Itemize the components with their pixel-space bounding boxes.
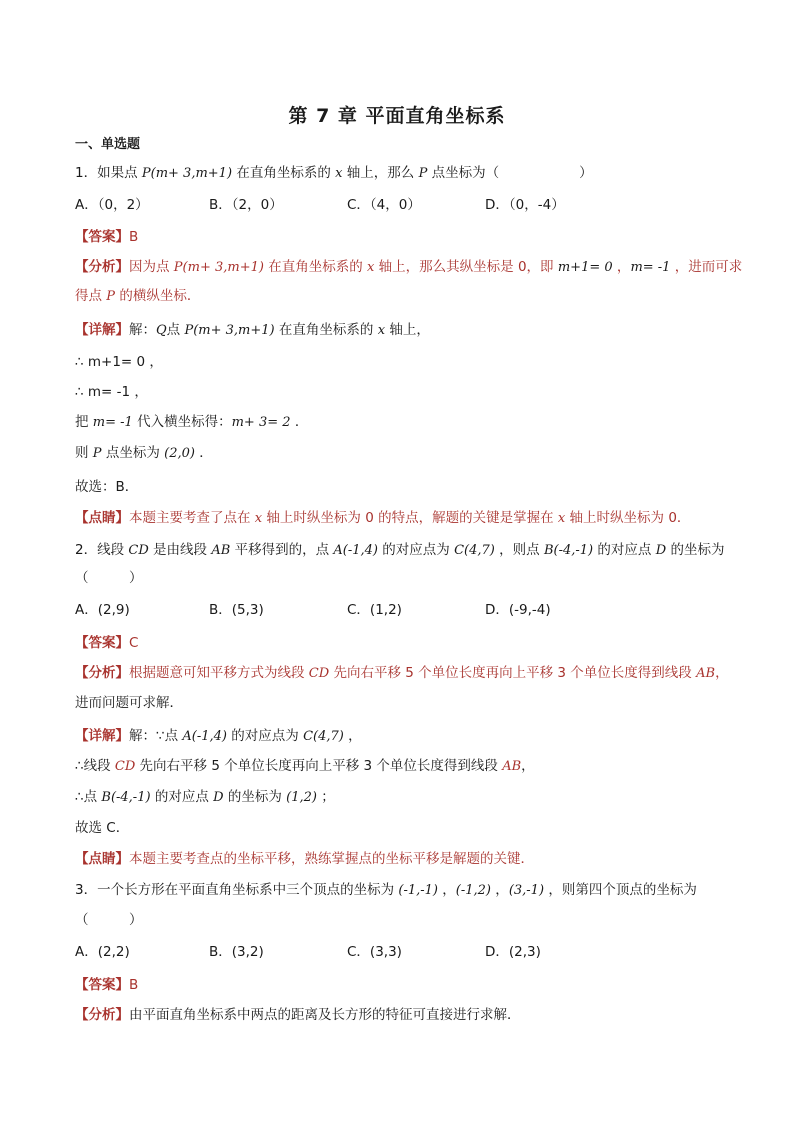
q1-detail-point-p: P(m+ 3,m+1) — [184, 323, 275, 338]
q3-vertex-2: (-1,2) — [455, 883, 492, 898]
q1-p-var: P — [418, 166, 428, 181]
q3-analysis — [75, 1005, 735, 1025]
q2-detail-text-10: ； — [317, 789, 335, 805]
q1-detail-text-3: 在直角坐标系的 — [274, 322, 378, 338]
q2-stem-text-6: 的对应点 — [593, 542, 656, 558]
q1-comment — [75, 508, 735, 529]
q1-detail-line-1 — [75, 320, 735, 341]
q2-detail-cd: CD — [114, 759, 136, 774]
q1-comment-x: x — [254, 511, 263, 526]
q3-stem — [75, 880, 735, 901]
q3-option-a: A．(2,2) — [75, 944, 130, 960]
q1-detail-text-5: 把 — [75, 414, 93, 430]
q2-analysis-text: 根据题意可知平移方式为线段 — [129, 665, 309, 681]
q1-detail-text-8: 则 — [75, 445, 93, 461]
q2-detail-coord: (1,2) — [286, 790, 317, 805]
answer-tag: 【答案】 — [75, 977, 129, 993]
q2-comment-text: 本题主要考查点的坐标平移，熟练掌握点的坐标平移是解题的关键． — [129, 851, 534, 867]
q1-analysis-text-6: 得点 — [75, 288, 107, 304]
q1-analysis-text-4: ， — [612, 259, 631, 275]
q2-analysis-line-1 — [75, 663, 735, 684]
q1-analysis-line-2 — [75, 286, 735, 307]
q1-analysis-p: P — [106, 289, 116, 304]
q2-detail-text-7: ∴点 — [75, 789, 102, 805]
q1-detail-text-4: 轴上， — [385, 322, 430, 338]
q2-detail-d: D — [213, 790, 224, 805]
q2-detail-text-5: 先向右平移 5 个单位长度再向上平移 3 个单位长度得到线段 — [135, 758, 503, 774]
q2-stem-text-4: 的对应点为 — [378, 542, 455, 558]
q2-ab: AB — [211, 543, 231, 558]
q1-detail-line-2: ∴ m+1= 0 ， — [75, 354, 163, 370]
comment-tag: 【点睛】 — [75, 510, 129, 526]
q2-answer — [75, 633, 735, 653]
q1-option-d: D．（0，-4） — [485, 197, 565, 213]
q1-analysis-text-3: 轴上，那么其纵坐标是 0，即 — [374, 259, 558, 275]
q3-option-d: D．(2,3) — [485, 944, 541, 960]
q3-option-b: B．(3,2) — [209, 944, 264, 960]
q1-detail-eq-2: m+ 3= 2 — [231, 415, 291, 430]
q2-detail-text-3: ， — [343, 728, 362, 744]
q1-analysis-point-p: P(m+ 3,m+1) — [173, 260, 264, 275]
q1-comment-x-2: x — [557, 511, 566, 526]
q3-vertex-1: (-1,-1) — [398, 883, 438, 898]
q2-analysis-text-2: 先向右平移 5 个单位长度再向上平移 3 个单位长度得到线段 — [329, 665, 697, 681]
q1-analysis-eq-1: m+1= 0 — [557, 260, 613, 275]
q1-detail-text-9: 点坐标为 — [101, 445, 165, 461]
q2-analysis-ab: AB — [696, 666, 716, 681]
q3-answer-value: B — [129, 977, 139, 993]
q1-stem — [75, 163, 735, 184]
q1-option-a: A．（0，2） — [75, 197, 149, 213]
q3-analysis-text: 由平面直角坐标系中两点的距离及长方形的特征可直接进行求解． — [129, 1007, 521, 1023]
page-title: 第 7 章 平面直角坐标系 — [288, 105, 506, 127]
q2-detail-text-6: ， — [521, 758, 535, 774]
q3-vertex-3: (3,-1) — [508, 883, 545, 898]
q2-option-d: D．(-9,-4) — [485, 602, 551, 618]
q2-cd: CD — [128, 543, 149, 558]
q2-stem-text-2: 是由线段 — [148, 542, 212, 558]
q2-stem-text-7: 的坐标为 — [666, 542, 725, 558]
q2-stem-text: 2．线段 — [75, 542, 129, 558]
q2-option-a: A．(2,9) — [75, 602, 130, 618]
q2-point-b: B(-4,-1) — [543, 543, 594, 558]
q3-stem-text-4: ，则第四个顶点的坐标为 — [544, 882, 697, 898]
q1-choose: 故选：B． — [75, 479, 139, 495]
q1-detail-text-10: ． — [194, 445, 213, 461]
q2-detail-line-1 — [75, 726, 735, 747]
q2-point-a: A(-1,4) — [333, 543, 379, 558]
q1-option-c: C．（4，0） — [347, 197, 421, 213]
q1-stem-close: ） — [579, 165, 593, 181]
q1-analysis-line-1 — [75, 257, 743, 278]
q1-stem-text: 1．如果点 — [75, 165, 142, 181]
q1-detail-text-7: ． — [290, 414, 309, 430]
q2-stem — [75, 540, 735, 561]
q2-detail-text-9: 的坐标为 — [223, 789, 287, 805]
q1-comment-text: 本题主要考查了点在 — [129, 510, 255, 526]
q2-detail-text-4: ∴线段 — [75, 758, 115, 774]
q1-comment-text-3: 轴上时纵坐标为 0． — [565, 510, 691, 526]
q2-detail-text-8: 的对应点 — [150, 789, 214, 805]
q1-analysis-eq-2: m= -1 — [630, 260, 671, 275]
q2-comment — [75, 849, 735, 869]
q1-detail-coord: (2,0) — [164, 446, 195, 461]
q1-stem-text-2: 在直角坐标系的 — [232, 165, 336, 181]
q2-detail-point-b: B(-4,-1) — [101, 790, 151, 805]
q1-stem-text-3: 轴上，那么 — [342, 165, 419, 181]
answer-tag: 【答案】 — [75, 229, 129, 245]
q2-analysis-cd: CD — [308, 666, 330, 681]
q2-analysis-line-2: 进而问题可求解． — [75, 695, 183, 711]
q1-detail-because: Q — [156, 323, 167, 338]
q2-option-b: B．(5,3) — [209, 602, 264, 618]
detail-tag: 【详解】 — [75, 322, 129, 338]
q2-option-c: C．(1,2) — [347, 602, 402, 618]
q2-answer-value: C — [129, 635, 139, 651]
q3-option-c: C．(3,3) — [347, 944, 402, 960]
q2-detail-point-c: C(4,7) — [303, 729, 344, 744]
q2-stem-text-3: 平移得到的，点 — [230, 542, 334, 558]
q1-analysis-text-2: 在直角坐标系的 — [263, 259, 368, 275]
q2-point-c: C(4,7) — [454, 543, 495, 558]
q2-d: D — [655, 543, 667, 558]
q1-analysis-x: x — [367, 260, 375, 275]
q2-analysis-text-3: ， — [715, 665, 729, 681]
detail-tag: 【详解】 — [75, 728, 129, 744]
analysis-tag: 【分析】 — [75, 259, 129, 275]
comment-tag: 【点睛】 — [75, 851, 129, 867]
q1-detail-eq-1: m= -1 — [92, 415, 133, 430]
q1-detail-x: x — [377, 323, 386, 338]
q1-analysis-text-5: ，进而可求 — [670, 259, 743, 275]
q3-stem-text-2: ， — [438, 882, 456, 898]
answer-tag: 【答案】 — [75, 635, 129, 651]
q1-answer — [75, 227, 735, 247]
q2-detail-line-2 — [75, 756, 735, 777]
q1-detail-p: P — [92, 446, 102, 461]
q1-option-b: B．（2，0） — [209, 197, 283, 213]
q2-detail-ab: AB — [502, 759, 522, 774]
q2-choose: 故选 C． — [75, 820, 130, 836]
q3-stem-text: 3．一个长方形在平面直角坐标系中三个顶点的坐标为 — [75, 882, 399, 898]
section-heading: 一、单选题 — [75, 137, 141, 152]
q2-stem-text-5: ，则点 — [494, 542, 544, 558]
q3-stem-text-3: ， — [491, 882, 509, 898]
q1-stem-text-4: 点坐标为（ — [427, 165, 500, 181]
q1-detail-text: 解： — [129, 322, 156, 338]
q1-detail-line-3: ∴ m= -1 ， — [75, 384, 148, 400]
q1-detail-line-4 — [75, 412, 735, 433]
q1-analysis-text: 因为点 — [129, 259, 174, 275]
q1-analysis-text-7: 的横纵坐标． — [115, 288, 201, 304]
q1-detail-text-2: 点 — [166, 322, 185, 338]
q2-detail-point-a: A(-1,4) — [182, 729, 227, 744]
q3-stem-paren: （ ） — [75, 912, 143, 928]
q2-stem-paren: （ ） — [75, 570, 143, 586]
q1-detail-text-6: 代入横坐标得： — [132, 414, 232, 430]
analysis-tag: 【分析】 — [75, 665, 129, 681]
q3-answer — [75, 975, 735, 995]
q1-point-p: P(m+ 3,m+1) — [141, 166, 233, 181]
q1-detail-line-5 — [75, 443, 735, 464]
q1-comment-text-2: 轴上时纵坐标为 0 的特点，解题的关键是掌握在 — [262, 510, 558, 526]
analysis-tag: 【分析】 — [75, 1007, 129, 1023]
q2-detail-text: 解：∵点 — [129, 728, 183, 744]
q2-detail-line-3 — [75, 787, 735, 808]
q1-x-var: x — [335, 166, 343, 181]
q2-detail-text-2: 的对应点为 — [227, 728, 304, 744]
q1-answer-value: B — [129, 229, 139, 245]
